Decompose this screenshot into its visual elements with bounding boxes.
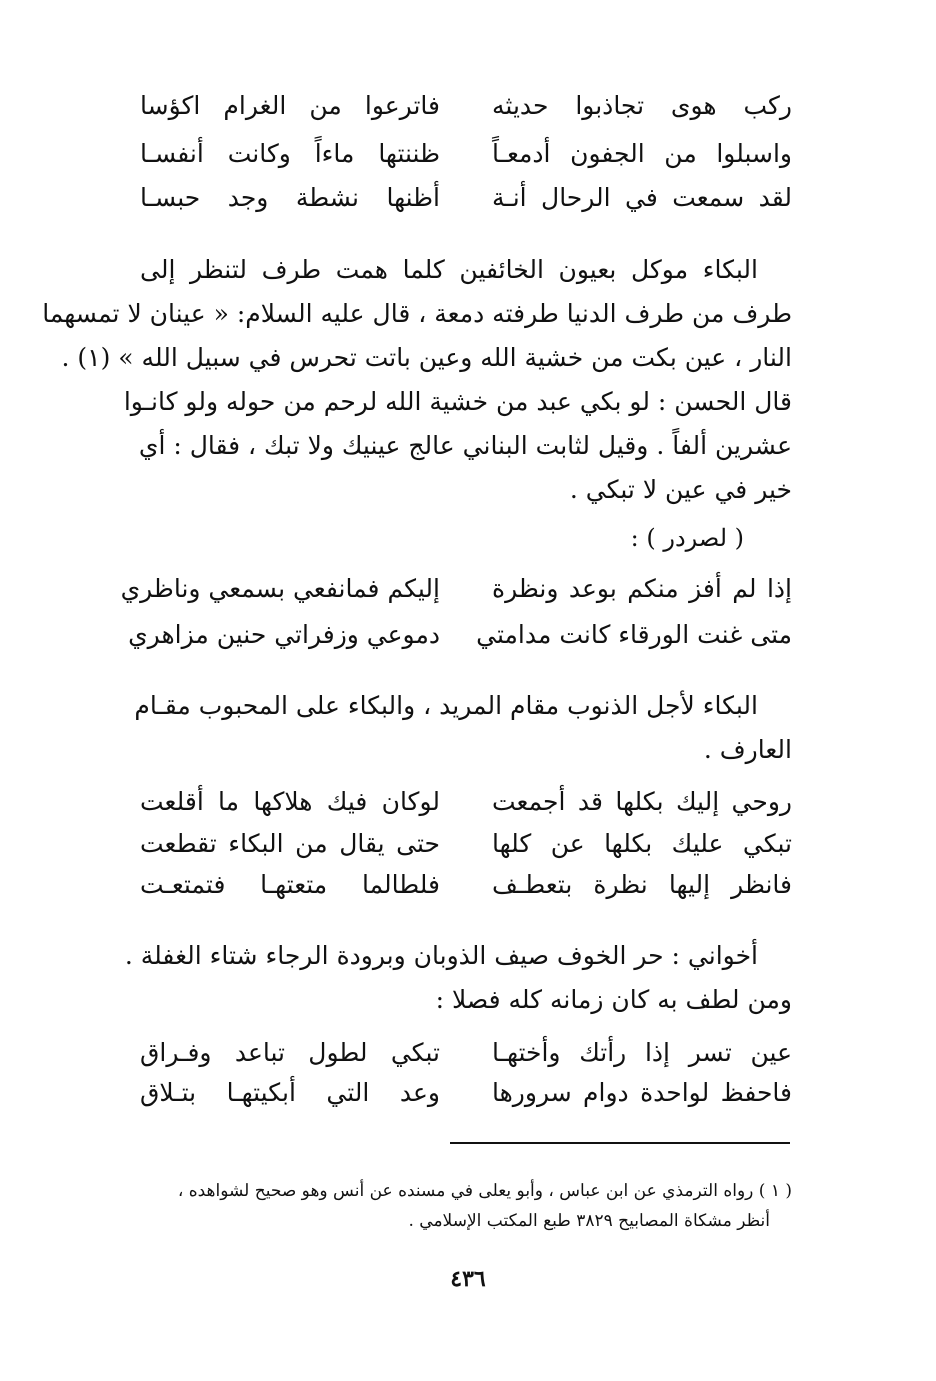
page-body — [42, 0, 792, 1381]
footnote-divider — [450, 1142, 790, 1144]
verse-line — [140, 779, 792, 823]
text-line: قال الحسن : لو بكي عبد من خشية الله لرحم من حوله ولو كانـوا — [123, 387, 792, 416]
text-line: طرف من طرف الدنيا طرفته دمعة ، قال عليه السلام: « عينان لا تمسهما — [42, 299, 792, 328]
footnote-line: ( ١ ) رواه الترمذي عن ابن عباس ، وأبو يعلى في مسنده عن أنس وهو صحيح لشواهده ، — [177, 1181, 792, 1201]
verse-line — [140, 862, 792, 906]
hemistich-first: عين تسر إذا رأتك وأختهـا — [492, 1037, 792, 1067]
hemistich-first: واسبلوا من الجفون أدمعـاً — [492, 138, 792, 168]
text-line: النار ، عين بكت من خشية الله وعين باتت تحرس في سبيل الله » (١) . — [61, 343, 792, 372]
hemistich-first: فانظر إليها نظرة بتعطـف — [492, 869, 792, 899]
page-number: ٤٣٦ — [450, 1266, 486, 1292]
text-line: ومن لطف به كان زمانه كله فصلا : — [435, 985, 792, 1014]
hemistich-first: متى غنت الورقاء كانت مدامتي — [476, 619, 792, 649]
hemistich-second: لوكان فيك هلاكها ما أقلعت — [140, 786, 440, 816]
paragraph-station — [134, 684, 792, 772]
hemistich-second: أظنها نشطة وجد حبسـا — [140, 182, 440, 212]
hemistich-first: لقد سمعت في الرحال أنـة — [492, 182, 792, 212]
verse-line — [120, 566, 792, 610]
footnote — [140, 1176, 792, 1236]
verse-line — [140, 1030, 792, 1074]
hemistich-second: ظننتها ماءاً وكانت أنفسـا — [140, 138, 440, 168]
text-line: العارف . — [703, 735, 792, 764]
verse-line — [140, 1070, 792, 1114]
verse-line — [140, 175, 792, 219]
verse-line — [128, 612, 792, 656]
text-line: أخواني : حر الخوف صيف الذوبان وبرودة الرجاء شتاء الغفلة . — [124, 941, 758, 970]
text-line: البكاء لأجل الذنوب مقام المريد ، والبكاء على المحبوب مقـام — [134, 691, 758, 720]
text-line: البكاء موكل بعيون الخائفين كلما همت طرف لتنظر إلى — [140, 255, 758, 284]
hemistich-second: تبكي لطول تباعد وفـراق — [140, 1037, 440, 1067]
verse-line — [140, 821, 792, 865]
hemistich-second: حتى يقال من البكاء تقطعت — [140, 828, 440, 858]
hemistich-second: دموعي وزفراتي حنين مزاهري — [128, 619, 440, 649]
poet-heading: ( لصردر ) : — [630, 524, 744, 552]
verse-line — [140, 131, 792, 175]
paragraph-fear-hope — [124, 934, 792, 1022]
hemistich-second: فاترعوا من الغرام اكؤسا — [140, 90, 440, 120]
hemistich-second: وعد التي أبكيتهـا بتـلاق — [140, 1077, 440, 1107]
hemistich-first: روحي إليك بكلها قد أجمعت — [492, 786, 792, 816]
hemistich-second: فلطالما متعتهـا فتمتعـت — [140, 869, 440, 899]
hemistich-first: إذا لم أفز منكم بوعد ونظرة — [492, 573, 792, 603]
paragraph-weeping — [42, 248, 792, 512]
hemistich-second: إليكم فمانفعي بسمعي وناظري — [120, 573, 440, 603]
text-line: خير في عين لا تبكي . — [569, 475, 792, 504]
hemistich-first: فاحفظ لواحدة دوام سرورها — [492, 1077, 792, 1107]
hemistich-first: ركب هوى تجاذبوا حديثه — [492, 90, 792, 120]
footnote-line: أنظر مشكاة المصابيح ٣٨٢٩ طبع المكتب الإسلامي . — [408, 1211, 770, 1231]
verse-line — [140, 83, 792, 127]
hemistich-first: تبكي عليك بكلها عن كلها — [492, 828, 792, 858]
text-line: عشرين ألفاً . وقيل لثابت البناني عالج عينيك ولا تبك ، فقال : أي — [138, 431, 792, 460]
